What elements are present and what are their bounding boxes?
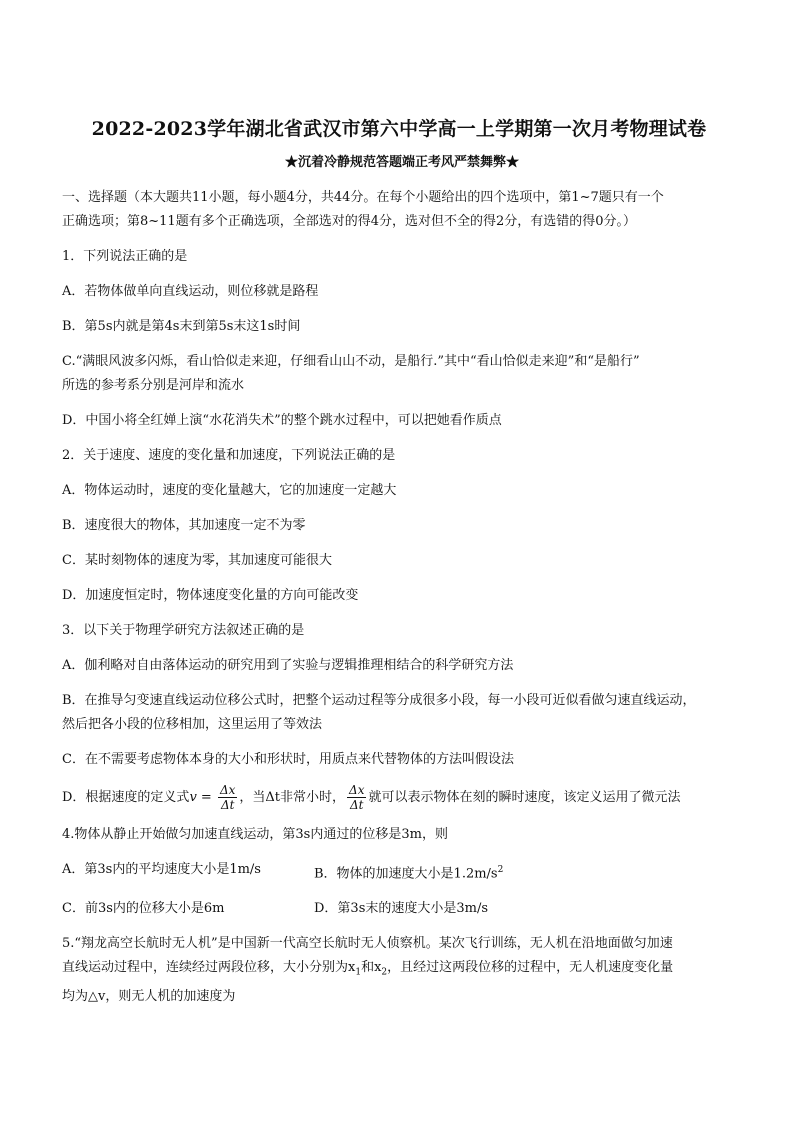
q3-option-c: C．在不需要考虑物体本身的大小和形状时，用质点来代替物体的方法叫假设法 xyxy=(62,752,514,767)
q1-option-c-line-2: 所选的参考系分别是河岸和流水 xyxy=(62,378,245,393)
fraction-denominator-2: Δt xyxy=(350,798,364,812)
q2-option-c: C．某时刻物体的速度为零，其加速度可能很大 xyxy=(62,553,332,568)
fraction-numerator: Δx xyxy=(219,783,236,797)
q3-option-b-line-1: B．在推导匀变速直线运动位移公式时，把整个运动过程等分成很多小段，每一小段可近似看做匀速直线运动， xyxy=(62,693,696,708)
q1-option-a: A．若物体做单向直线运动，则位移就是路程 xyxy=(62,284,319,299)
q5-line-2 xyxy=(62,956,742,985)
q5-sub-1: 1 xyxy=(355,967,362,978)
exam-title: 2022-2023学年湖北省武汉市第六中学高一上学期第一次月考物理试卷 xyxy=(91,118,707,140)
q5-line-1: 5.“翔龙高空长航时无人机”是中国新一代高空长航时无人侦察机。某次飞行训练，无人机在沿地面做匀加速 xyxy=(62,936,673,952)
q5-line-2-middle: 和x xyxy=(361,960,382,976)
q1-option-b: B．第5s内就是第4s末到第5s末这1s时间 xyxy=(62,319,301,334)
instructions-line-2: 正确选项；第8~11题有多个正确选项，全部选对的得4分，选对但不全的得2分，有选错的得0分。） xyxy=(62,214,637,229)
q4-option-b xyxy=(314,858,503,886)
q5-sub-2: 2 xyxy=(381,967,388,978)
q5-line-2-prefix: 直线运动过程中，连续经过两段位移，大小分别为x xyxy=(62,960,356,976)
q3-stem: 3．以下关于物理学研究方法叙述正确的是 xyxy=(62,623,305,638)
q1-option-c-line-1: C.“满眼风波多闪烁，看山恰似走来迎，仔细看山山不动，是船行.”其中“看山恰似走来迎”和“是船行” xyxy=(62,354,640,369)
q2-option-d: D．加速度恒定时，物体速度变化量的方向可能改变 xyxy=(62,588,359,603)
q2-option-b: B．速度很大的物体，其加速度一定不为零 xyxy=(62,518,306,533)
fraction-delta-x-over-delta-t-2 xyxy=(347,783,366,812)
q3-option-d xyxy=(62,783,742,812)
q3-d-middle: ，当Δt非常小时， xyxy=(239,790,346,805)
fraction-delta-x-over-delta-t xyxy=(218,783,237,812)
q4-option-c: C．前3s内的位移大小是6m xyxy=(62,901,225,917)
exam-page xyxy=(62,114,742,1020)
q3-option-b-line-2: 然后把各小段的位移相加，这里运用了等效法 xyxy=(62,717,323,732)
section-instructions xyxy=(62,186,742,234)
q4-options-row-2 xyxy=(62,897,742,921)
q1-option-d: D．中国小将全红婵上演“水花消失术”的整个跳水过程中，可以把她看作质点 xyxy=(62,413,502,428)
fraction-numerator-2: Δx xyxy=(349,783,365,797)
q4-options-row-1 xyxy=(62,858,742,886)
q3-option-b xyxy=(62,689,742,737)
equals-sign: = xyxy=(196,790,216,805)
q2-stem: 2．关于速度、速度的变化量和加速度，下列说法正确的是 xyxy=(62,448,396,463)
exam-subtitle: ★沉着冷静规范答题端正考风严禁舞弊★ xyxy=(284,155,519,170)
instructions-line-1: 一、选择题（本大题共11小题，每小题4分，共44分。在每个小题给出的四个选项中，第1~7题只有一个 xyxy=(62,190,664,205)
q3-option-a: A．伽利略对自由落体运动的研究用到了实验与逻辑推理相结合的科学研究方法 xyxy=(62,658,514,673)
q3-d-suffix: 就可以表示物体在刻的瞬时速度，该定义运用了微元法 xyxy=(368,790,681,805)
q4-option-b-text: B．物体的加速度大小是1.2m/s xyxy=(314,866,498,882)
q2-option-a: A．物体运动时，速度的变化量越大，它的加速度一定越大 xyxy=(62,483,397,498)
q4-option-d: D．第3s末的速度大小是3m/s xyxy=(314,901,489,917)
q4-option-a: A．第3s内的平均速度大小是1m/s xyxy=(62,862,261,877)
q5-line-3: 均为△v，则无人机的加速度为 xyxy=(62,988,236,1004)
q5-line-2-suffix: ，且经过这两段位移的过程中，无人机速度变化量 xyxy=(387,960,674,976)
q4-option-b-exponent: 2 xyxy=(497,865,504,875)
q1-stem: 1．下列说法正确的是 xyxy=(62,249,188,264)
q4-stem: 4.物体从静止开始做匀加速直线运动，第3s内通过的位移是3m，则 xyxy=(62,827,448,842)
q3-d-prefix: D．根据速度的定义式 xyxy=(62,790,190,805)
fraction-denominator: Δt xyxy=(220,798,235,812)
q5-stem xyxy=(62,932,742,1009)
q1-option-c xyxy=(62,350,742,398)
velocity-symbol: v xyxy=(189,790,197,805)
